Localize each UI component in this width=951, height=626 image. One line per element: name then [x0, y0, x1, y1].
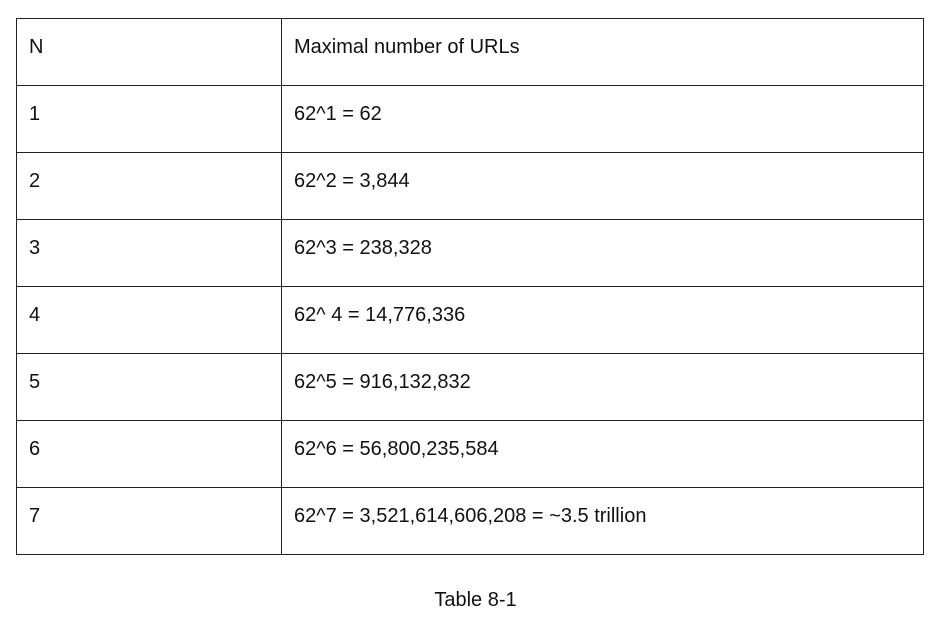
- table-row: [17, 287, 924, 354]
- cell-n: 4: [17, 287, 282, 354]
- cell-max-urls: 62^3 = 238,328: [282, 220, 924, 287]
- cell-max-urls: 62^5 = 916,132,832: [282, 354, 924, 421]
- cell-max-urls: 62^ 4 = 14,776,336: [282, 287, 924, 354]
- cell-n: 2: [17, 153, 282, 220]
- cell-max-urls: 62^6 = 56,800,235,584: [282, 421, 924, 488]
- table-row: [17, 488, 924, 555]
- table-row: [17, 220, 924, 287]
- cell-n: 6: [17, 421, 282, 488]
- table-row: [17, 153, 924, 220]
- table-row: [17, 86, 924, 153]
- cell-max-urls: 62^1 = 62: [282, 86, 924, 153]
- url-capacity-table: [16, 18, 924, 555]
- cell-n: 7: [17, 488, 282, 555]
- table-row: [17, 421, 924, 488]
- table-header-row: [17, 19, 924, 86]
- url-capacity-table-container: [16, 18, 923, 555]
- table-row: [17, 354, 924, 421]
- table-caption: Table 8-1: [434, 589, 517, 611]
- header-cell-max-urls: Maximal number of URLs: [282, 19, 924, 86]
- header-cell-n: N: [17, 19, 282, 86]
- cell-n: 5: [17, 354, 282, 421]
- cell-n: 1: [17, 86, 282, 153]
- cell-max-urls: 62^7 = 3,521,614,606,208 = ~3.5 trillion: [282, 488, 924, 555]
- cell-n: 3: [17, 220, 282, 287]
- cell-max-urls: 62^2 = 3,844: [282, 153, 924, 220]
